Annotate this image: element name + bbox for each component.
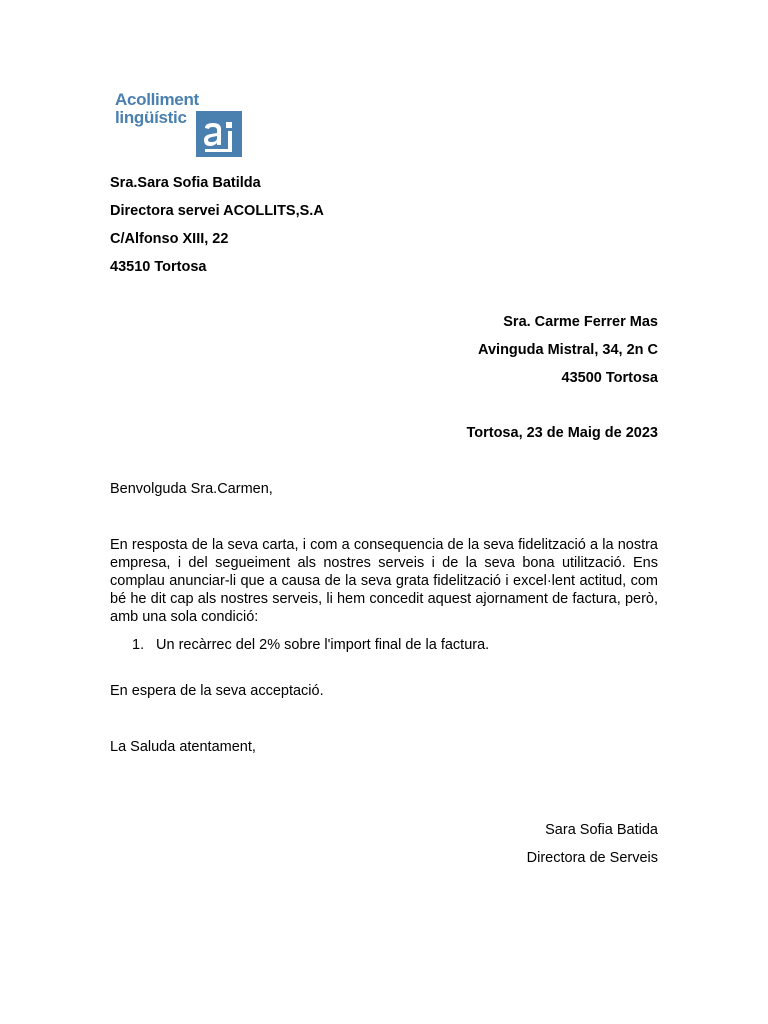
list-item [132, 636, 489, 654]
logo-text-line1: Acolliment [115, 90, 199, 109]
recipient-name: Sra. Carme Ferrer Mas [503, 314, 658, 330]
list-item-text: Un recàrrec del 2% sobre l'import final de la factura. [156, 637, 490, 653]
closing-salutation: La Saluda atentament, [110, 739, 256, 755]
greeting: Benvolguda Sra.Carmen, [110, 481, 273, 497]
sender-position: Directora servei ACOLLITS,S.A [110, 203, 324, 219]
recipient-city: 43500 Tortosa [561, 370, 658, 386]
body-paragraph: En resposta de la seva carta, i com a consequencia de la seva fidelització a la nostra empresa, i del segueiment als nostres serveis i de la seva bona utilització. Ens complau anunciar-li que a causa de la seva grata fidelització i excel·lent actitud, com bé he dit cap als nostres serveis, li hem concedit aquest ajornament de factura, però, amb una sola condició: [110, 537, 658, 625]
logo-text-line2: lingüístic [115, 108, 187, 127]
list-item-number: 1. [132, 637, 145, 653]
acolliment-linguistic-logo-icon [196, 111, 242, 157]
recipient-street: Avinguda Mistral, 34, 2n C [478, 342, 658, 358]
sender-street: C/Alfonso XIII, 22 [110, 231, 229, 247]
letter-date: Tortosa, 23 de Maig de 2023 [466, 425, 658, 441]
sender-city: 43510 Tortosa [110, 259, 207, 275]
sender-name: Sra.Sara Sofia Batilda [110, 175, 261, 191]
company-logo [110, 85, 245, 163]
signature-title: Directora de Serveis [526, 850, 658, 866]
closing-acceptance: En espera de la seva acceptació. [110, 683, 324, 699]
signature-name: Sara Sofia Batida [545, 822, 658, 838]
